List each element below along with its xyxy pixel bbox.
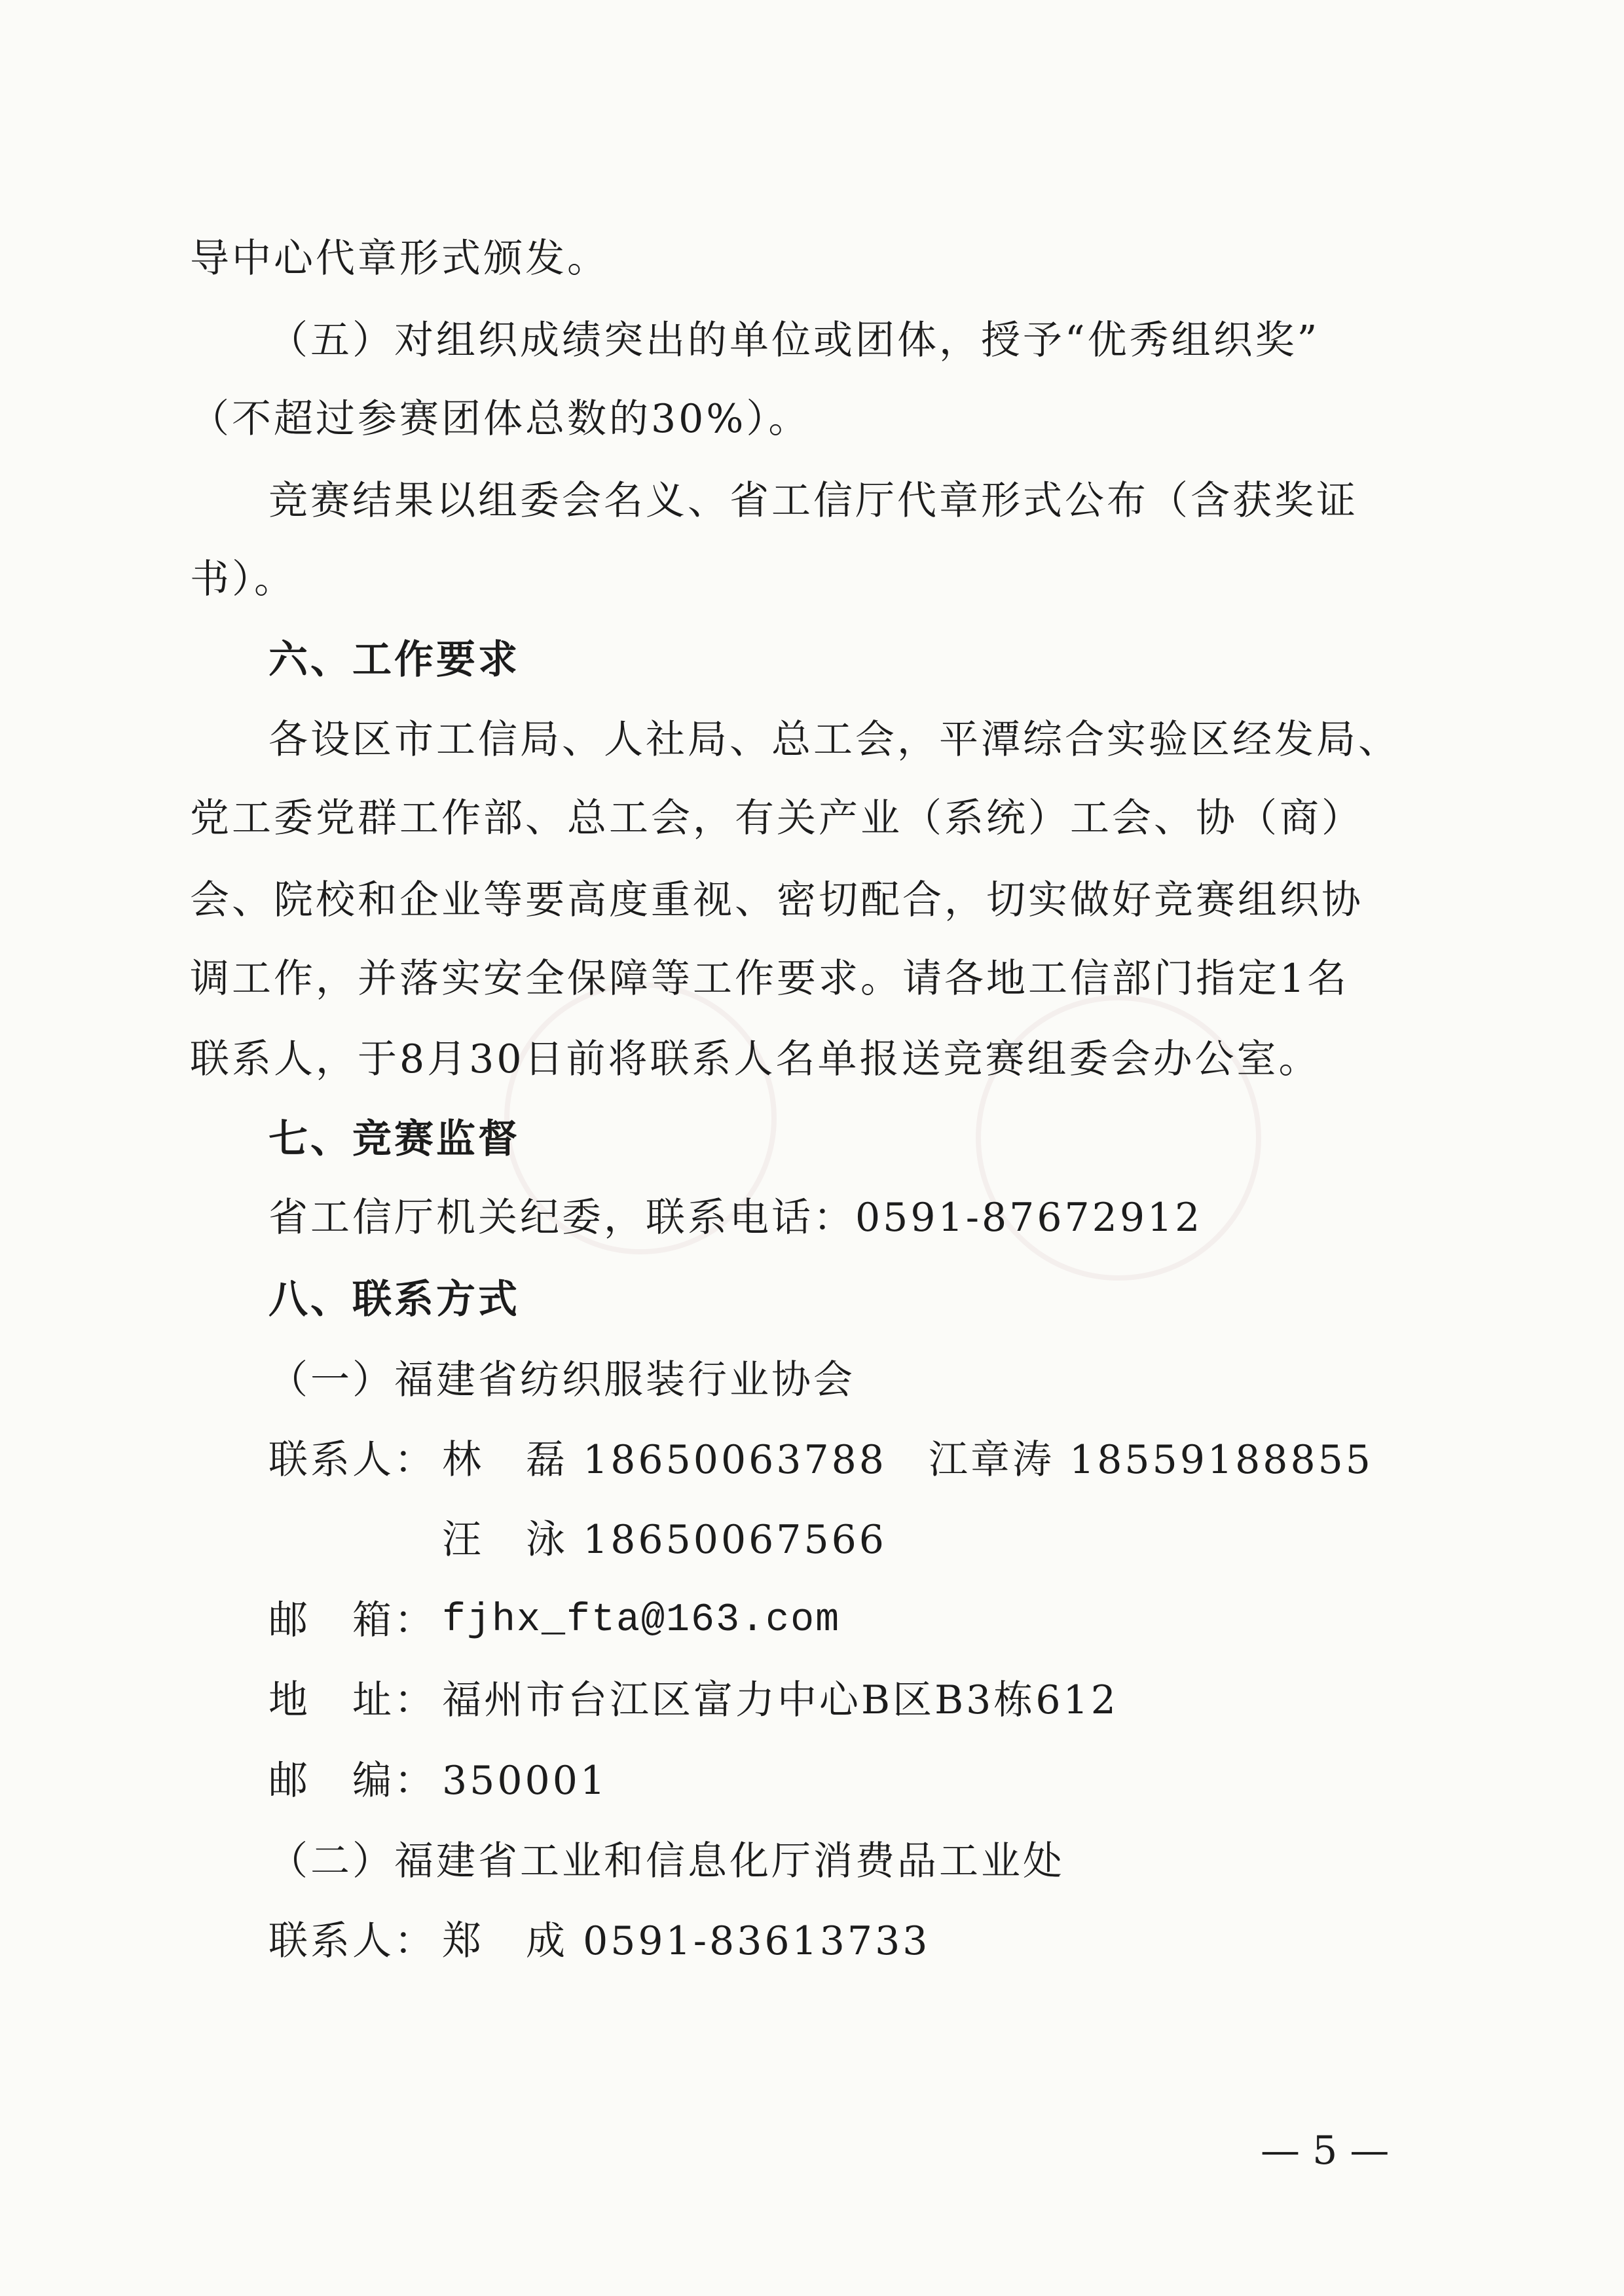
section-heading-supervision: 七、竞赛监督 [268,1116,520,1162]
body-line: 竞赛结果以组委会名义、省工信厅代章形式公布（含获奖证 [268,478,1358,524]
postcode-value: 350001 [442,1758,608,1804]
supervision-contact: 省工信厅机关纪委，联系电话：0591-87672912 [268,1195,1203,1241]
org2-title: （二）福建省工业和信息化厅消费品工业处 [268,1838,1065,1884]
section-heading-work-requirements: 六、工作要求 [268,637,520,683]
body-line: 书）。 [190,556,296,602]
postcode-label: 邮 编： [268,1758,436,1804]
body-line: 调工作，并落实安全保障等工作要求。请各地工信部门指定1名 [190,956,1350,1002]
contacts-line: 林 磊 18650063788 江章涛 18559188855 [442,1437,1373,1483]
body-line: 各设区市工信局、人社局、总工会，平潭综合实验区经发局、 [268,717,1400,763]
contact-label: 联系人： [268,1437,436,1483]
address-value: 福州市台江区富力中心B区B3栋612 [442,1677,1118,1723]
section-heading-contact: 八、联系方式 [268,1277,520,1322]
email-label: 邮 箱： [268,1597,436,1643]
email-address: fjhx_fta@163.com [442,1598,841,1643]
body-line: （不超过参赛团体总数的30%）。 [190,396,811,442]
body-line: （五）对组织成绩突出的单位或团体，授予“优秀组织奖” [268,318,1320,363]
bleed-through-text [982,216,1414,262]
contact-label: 联系人： [268,1918,436,1964]
body-line: 导中心代章形式颁发。 [190,236,609,282]
body-line: 会、院校和企业等要高度重视、密切配合，切实做好竞赛组织协 [190,877,1363,923]
address-label: 地 址： [268,1677,436,1723]
contacts-line: 郑 成 0591-83613733 [442,1918,931,1964]
body-line: 党工委党群工作部、总工会，有关产业（系统）工会、协（商） [190,795,1363,841]
body-line: 联系人，于8月30日前将联系人名单报送竞赛组委会办公室。 [190,1036,1321,1082]
org1-title: （一）福建省纺织服装行业协会 [268,1357,855,1403]
page-number: — 5 — [1261,2128,1390,2174]
contacts-line: 汪 泳 18650067566 [442,1517,887,1563]
